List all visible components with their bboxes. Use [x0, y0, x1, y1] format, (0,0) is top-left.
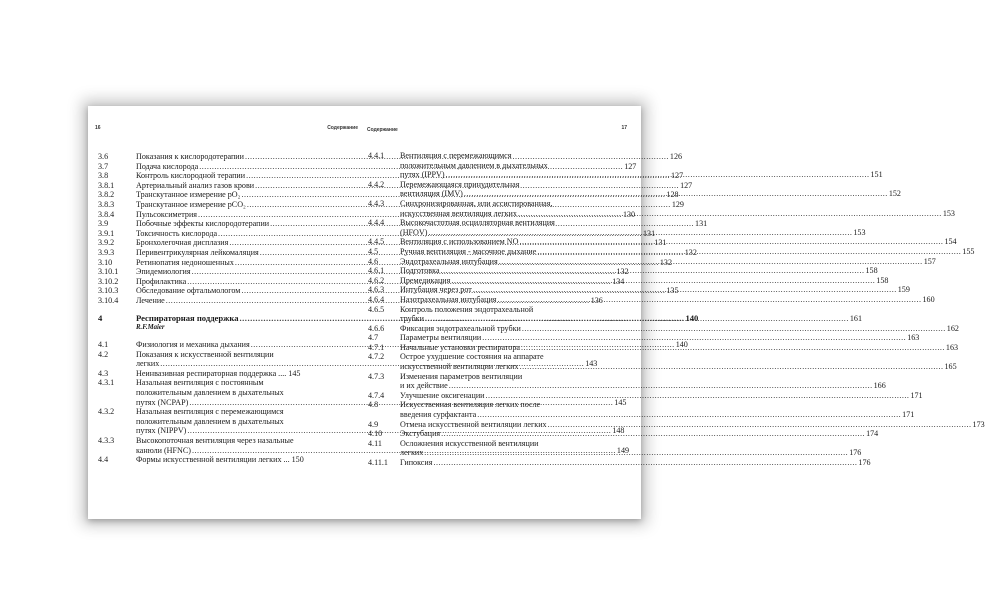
chapter-author: R.F.Maier: [136, 324, 165, 332]
toc-entry-title: Обследование офтальмологом: [136, 286, 241, 296]
toc-entry-title: (HFOV): [400, 227, 428, 237]
toc-entry-number: 4.6.3: [368, 285, 385, 295]
toc-entry-title: Ретинопатия недоношенных: [136, 257, 234, 267]
toc-page-number: 131: [654, 238, 667, 248]
toc-entry-number: 4.4.5: [368, 237, 385, 247]
toc-entry: [368, 458, 871, 468]
toc-entry-title: путях (IPPV): [400, 170, 445, 180]
dot-leader: [477, 410, 901, 420]
toc-entry-number: 4.7.4: [368, 390, 385, 400]
toc-entry-title: Осложнения искусственной вентиляции: [400, 438, 539, 448]
toc-entry-text: [400, 199, 955, 218]
toc-entry-line: [400, 391, 923, 401]
toc-page-number: 163: [907, 333, 920, 343]
book-spread: [88, 106, 985, 519]
left-page-number: 16: [95, 125, 101, 131]
toc-entry-title: Перемежающаяся принудительная: [400, 179, 520, 189]
toc-entry-number: 4.11: [368, 438, 382, 448]
toc-entry-title: Токсичность кислорода: [136, 228, 218, 238]
toc-entry-number: 4.6.1: [368, 266, 385, 276]
toc-entry-number: 3.9.3: [98, 247, 115, 257]
toc-entry-number: 3.6: [98, 152, 109, 161]
toc-page-number: 140: [675, 340, 688, 350]
toc-entry-text: [400, 180, 901, 199]
right-page-number: 17: [621, 125, 627, 131]
toc-entry-number: 4.9: [368, 419, 379, 429]
toc-page-number: 176: [849, 448, 862, 458]
toc-page-number: 165: [944, 362, 957, 372]
toc-entry-text: [400, 391, 923, 401]
dot-leader: [449, 381, 873, 391]
toc-entry-number: 4.4.3: [368, 198, 385, 208]
toc-entry-title: Вентиляция с использованием NO: [400, 237, 519, 247]
toc-entry-title: Вентиляция с перемежающимся: [400, 151, 512, 160]
toc-entry: [368, 390, 923, 401]
dot-leader: [441, 266, 865, 276]
toc-entry-number: 3.9.1: [98, 228, 115, 238]
toc-page-number: 153: [942, 208, 955, 218]
toc-entry-title: Лечение: [136, 295, 165, 305]
toc-page-number: 126: [669, 152, 683, 161]
toc-entry: [368, 294, 935, 305]
toc-entry-text: [136, 369, 354, 379]
toc-entry-text: [400, 420, 985, 430]
toc-entry-line: [400, 257, 936, 267]
toc-entry-title: Транскутанное измерение pCO₂: [136, 199, 246, 209]
toc-page-number: 158: [865, 266, 878, 276]
dot-leader: [520, 237, 944, 247]
toc-entry-text: [400, 237, 957, 247]
toc-entry-title: легких: [400, 448, 424, 458]
toc-entry-title: Экстубация: [400, 429, 441, 439]
toc-entry-number: 3.7: [98, 161, 109, 171]
toc-entry-number: 4.5: [368, 246, 379, 256]
dot-leader: [522, 324, 946, 334]
toc-entry-text: [400, 372, 886, 391]
toc-entry-title: положительным давлением в дыхательных: [400, 160, 548, 170]
dot-leader: [473, 285, 897, 295]
toc-page-number: 131: [642, 228, 656, 238]
toc-page-number: 151: [870, 170, 883, 180]
toc-entry-text: [400, 247, 974, 257]
toc-entry-title: Интубация через рот: [400, 285, 472, 295]
toc-entry-line: [136, 369, 354, 379]
toc-entry-title: Побочные эффекты кислородотерапии: [136, 219, 270, 229]
toc-page-number: 145: [614, 397, 627, 407]
toc-page-number: 135: [666, 286, 679, 296]
toc-entry-title: Фиксация эндотрахеальной трубки: [400, 323, 521, 333]
toc-page-number: 148: [612, 426, 625, 436]
toc-entry-title: путях (NIPPV): [136, 426, 187, 436]
toc-entry-number: 4.10: [368, 429, 383, 439]
toc-page-number: 143: [585, 359, 598, 369]
toc-entry-line: [400, 429, 878, 439]
toc-entry-title: Транскутанное измерение pO₂: [136, 190, 241, 200]
section-gap: [98, 332, 354, 340]
toc-page-number: 131: [695, 219, 708, 229]
toc-page-number: 166: [873, 381, 886, 391]
toc-entry: [98, 455, 354, 465]
dot-leader: [433, 458, 857, 468]
toc-entry: [368, 429, 879, 439]
toc-entry-line: [400, 218, 866, 228]
toc-entry-number: 3.8: [98, 171, 109, 181]
toc-page-number: 134: [612, 276, 625, 286]
toc-entry-line: [400, 180, 901, 190]
toc-entry-text: [136, 455, 354, 465]
toc-entry-number: 4.4.2: [368, 179, 385, 189]
chapter-number: 4: [98, 312, 103, 323]
toc-entry-title: Неинвазивная респираторная поддержка .... 145: [136, 368, 301, 378]
toc-entry: [368, 333, 920, 343]
toc-entry-title: Подготовка: [400, 266, 440, 276]
toc-entry-text: [400, 458, 871, 468]
toc-entry-title: Параметры вентиляции: [400, 333, 482, 343]
toc-entry-line: [400, 247, 974, 257]
toc-entry-line: [400, 209, 955, 219]
toc-entry-text: [400, 324, 959, 334]
toc-entry-title: Показания к искусственной вентиляции: [136, 349, 274, 359]
toc-entry-text: [400, 295, 935, 305]
toc-entry-title: Изменения параметров вентиляции: [400, 371, 523, 381]
toc-page-number: 132: [659, 257, 672, 267]
toc-entry-text: [400, 343, 958, 353]
toc-entry-number: 4.4.4: [368, 218, 385, 228]
toc-entry-line: [400, 151, 883, 161]
toc-entry-number: 3.10.3: [98, 286, 119, 296]
toc-entry-number: 3.9: [98, 219, 109, 229]
toc-entry-line: [400, 410, 914, 420]
toc-entry-number: 4.6: [368, 256, 379, 266]
toc-entry-title: Перивентрикулярная лейкомаляция: [136, 247, 259, 257]
dot-leader: [499, 257, 923, 267]
toc-entry-number: 4.7.3: [368, 371, 385, 381]
toc-entry-number: 4.11.1: [368, 458, 388, 467]
toc-page-number: 129: [671, 199, 684, 209]
toc-entry: [368, 397, 915, 420]
toc-entry-title: трубки: [400, 314, 424, 324]
toc-entry-text: [400, 276, 888, 286]
toc-entry-text: [400, 266, 878, 276]
toc-entry-title: легких: [136, 359, 160, 369]
toc-page-number: 174: [866, 429, 879, 439]
dot-leader: [498, 295, 922, 305]
toc-entry-title: Пульсоксиметрия: [136, 209, 198, 219]
toc-entry-line: [400, 295, 935, 305]
toc-entry-line: [400, 333, 919, 343]
toc-entry-line: [400, 266, 878, 276]
toc-entry-number: 3.9.2: [98, 238, 115, 248]
toc-entry-title: Отмена искусственной вентиляции легких: [400, 419, 547, 429]
toc-entry-number: 4.7: [368, 333, 379, 343]
toc-page-number: 127: [624, 161, 637, 171]
dot-leader: [451, 276, 875, 286]
toc-entry-line: [400, 343, 958, 353]
dot-leader: [518, 209, 942, 219]
toc-page-number: 161: [849, 314, 862, 324]
dot-leader: [425, 314, 849, 324]
toc-entry-number: 3.10.1: [98, 267, 119, 277]
toc-page-number: 130: [622, 209, 636, 219]
toc-page-number: 157: [923, 256, 936, 266]
dot-leader: [486, 391, 910, 401]
toc-entry-line: [400, 228, 866, 238]
toc-entry-text: [400, 333, 919, 343]
toc-entry-text: [400, 151, 883, 180]
dot-leader: [482, 333, 906, 343]
dot-leader: [428, 228, 852, 238]
toc-entry: [98, 369, 354, 379]
toc-entry: [368, 371, 886, 391]
toc-entry-title: Высокопоточная вентиляция через назальные: [136, 436, 294, 446]
toc-entry: [368, 275, 889, 286]
toc-entry-title: положительным давлением в дыхательных: [136, 416, 284, 426]
toc-entry-number: 3.8.4: [98, 209, 115, 219]
toc-entry-line: [400, 381, 886, 391]
toc-entry-number: 3.10.4: [98, 295, 119, 305]
toc-entry-title: Артериальный анализ газов крови: [136, 180, 255, 190]
toc-entry-number: 4.1: [98, 340, 109, 350]
toc-entry-line: [400, 314, 862, 324]
toc-entry: [368, 419, 985, 430]
toc-page-number: 171: [902, 410, 915, 420]
toc-entry-text: [400, 397, 915, 420]
toc-entry: [368, 352, 957, 372]
toc-entry-line: [400, 352, 957, 362]
toc-entry-title: Назотрахеальная интубация: [400, 294, 497, 304]
toc-entry-line: [136, 455, 354, 465]
toc-entry-text: [400, 257, 936, 267]
toc-entry-number: 4.4: [98, 455, 109, 465]
toc-page-number: 158: [876, 275, 889, 285]
toc-entry: [368, 323, 959, 334]
toc-page-number: 159: [897, 285, 910, 295]
toc-page-number: 132: [684, 247, 697, 257]
left-running-head: Содержание: [327, 125, 358, 131]
toc-entry-number: 3.10.2: [98, 276, 119, 286]
toc-entry-line: [400, 161, 883, 171]
toc-page-number: 132: [616, 267, 629, 277]
right-running-head: Содержание: [367, 127, 398, 133]
toc-entry-title: Высокочастотная осцилляторная вентиляция: [400, 218, 555, 228]
toc-entry-title: Профилактика: [136, 276, 187, 286]
toc-entry-line: [400, 458, 871, 468]
toc-entry-line: [400, 445, 862, 458]
toc-entry: [368, 438, 862, 458]
dot-leader: [537, 247, 961, 257]
toc-page-number: 152: [888, 189, 901, 199]
toc-entry-line: [400, 237, 957, 247]
toc-entry-title: Показания к кислородотерапии: [136, 152, 244, 161]
toc-entry-title: искусственной вентиляции легких: [400, 362, 519, 372]
toc-entry-line: [400, 324, 959, 334]
dot-leader: [424, 445, 848, 458]
toc-entry-line: [400, 362, 957, 372]
toc-entry-title: Начальные установки респиратора: [400, 342, 520, 352]
toc-entry-number: 4.8: [368, 400, 379, 410]
toc-page-number: 171: [910, 390, 923, 400]
toc-entry-number: 4.3.2: [98, 407, 115, 417]
toc-entry-text: [400, 285, 910, 295]
toc-entry-text: [400, 305, 862, 324]
toc-entry-title: Контроль кислородной терапии: [136, 171, 246, 181]
toc-entry-text: [400, 439, 861, 458]
toc-page-number: 153: [853, 227, 866, 237]
toc-page-number: 149: [616, 445, 630, 455]
toc-entry-text: [400, 429, 878, 439]
toc-page-number: 155: [962, 246, 975, 256]
toc-entry-title: Гипоксия: [400, 458, 433, 467]
toc-entry-title: Синхронизированная, или ассистированная,: [400, 198, 553, 208]
dot-leader: [521, 343, 945, 353]
toc-page-number: 128: [666, 190, 679, 200]
toc-entry-title: Искусственная вентиляция легких после: [400, 400, 541, 410]
toc-page-number: 136: [590, 295, 603, 305]
toc-entry-line: [400, 397, 914, 410]
toc-entry-title: Контроль положения эндотрахеальной: [400, 304, 534, 314]
toc-entry-title: искусственная вентиляция легких: [400, 208, 517, 218]
toc-entry-number: 4.6.4: [368, 294, 385, 304]
toc-entry-number: 3.8.3: [98, 199, 115, 209]
toc-entry-line: [400, 170, 883, 180]
toc-entry-line: [400, 439, 861, 449]
toc-entry-title: путях (NCPAP): [136, 397, 189, 407]
toc-entry-number: 4.3.1: [98, 378, 115, 388]
toc-page-number: 127: [680, 180, 693, 190]
dot-leader: [548, 420, 972, 430]
toc-entry-number: 4.3.3: [98, 436, 115, 446]
toc-entry-title: Подача кислорода: [136, 161, 199, 171]
toc-entry-text: [400, 352, 957, 371]
toc-entry-title: и их действие: [400, 381, 448, 391]
toc-entry-line: [400, 199, 955, 209]
toc-page-number: 127: [671, 171, 684, 181]
toc-entry-number: 4.4.1: [368, 151, 385, 160]
dot-leader: [520, 362, 944, 372]
toc-page-number: 163: [945, 342, 959, 352]
toc-entry-line: [400, 189, 901, 199]
toc-entry-title: Премедикация: [400, 275, 451, 285]
toc-entry-number: 4.3: [98, 368, 109, 378]
toc-page-number: 162: [946, 323, 959, 333]
toc-page-number: 176: [858, 458, 871, 467]
dot-leader: [441, 429, 865, 439]
toc-entry-line: [400, 285, 910, 295]
toc-entry-number: 4.6.6: [368, 323, 385, 333]
toc-entry-title: канюли (HFNC): [136, 445, 191, 455]
chapter-title: Респираторная поддержка: [136, 312, 239, 323]
toc-entry-title: Бронхолегочная дисплазия: [136, 238, 229, 248]
dot-leader: [464, 189, 888, 199]
toc-page-number: 173: [972, 419, 985, 429]
toc-entry-text: [400, 218, 866, 237]
dot-leader: [446, 170, 870, 180]
toc-entry-title: положительным давлением в дыхательных: [136, 388, 284, 398]
toc-entry-title: введения сурфактанта: [400, 410, 477, 420]
toc-entry-number: 4.6.2: [368, 275, 385, 285]
toc-entry-title: Острое ухудшение состояния на аппарате: [400, 352, 544, 362]
toc-entry-number: 3.8.1: [98, 180, 115, 190]
toc-entry-number: 3.10: [98, 257, 113, 267]
toc-entry-title: Формы искусственной вентиляции легких ... 150: [136, 455, 304, 465]
toc-entry: [368, 266, 878, 276]
toc-entry-title: Физиология и механика дыхания: [136, 340, 250, 350]
toc-entry-number: 4.6.5: [368, 304, 385, 314]
toc-entry-number: 4.7.1: [368, 342, 385, 352]
toc-entry-line: [400, 420, 985, 430]
toc-page-number: 160: [922, 294, 935, 304]
toc-entry-title: Назальная вентиляция с постоянным: [136, 378, 264, 388]
toc-entry-title: Эндотрахеальная интубация: [400, 256, 498, 266]
toc-entry-line: [400, 305, 862, 315]
toc-page-number: 154: [944, 237, 957, 247]
toc-entry-title: Назальная вентиляция с перемежающимся: [136, 407, 284, 417]
toc-entry-number: 4.7.2: [368, 352, 385, 362]
toc-entry-title: Улучшение оксигенации: [400, 390, 485, 400]
toc-entry-title: Эпидемиология: [136, 267, 191, 277]
chapter-page-number: 140: [685, 312, 699, 323]
toc-entry-title: Ручная вентиляция - масочное дыхание: [400, 246, 537, 256]
toc-entry-title: вентиляция (IMV): [400, 189, 463, 199]
toc-entry-number: 3.8.2: [98, 190, 115, 200]
toc-entry-number: 4.2: [98, 349, 109, 359]
toc-entry-line: [400, 372, 886, 382]
toc-entry-line: [400, 276, 888, 286]
